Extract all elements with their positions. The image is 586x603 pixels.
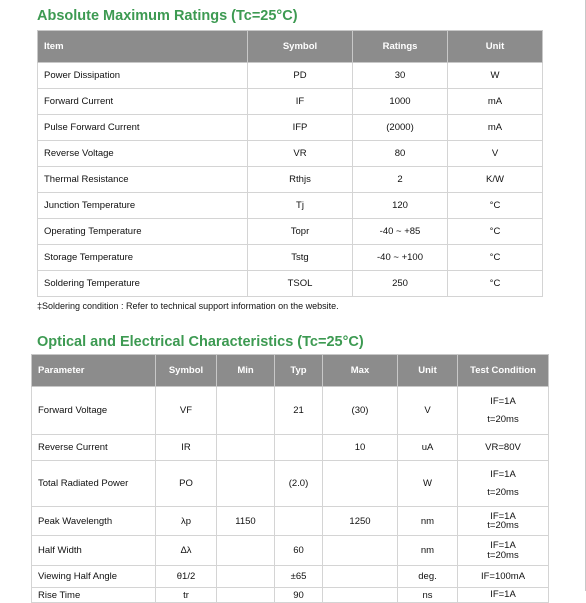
- cell-param: Half Width: [32, 536, 156, 566]
- cell-item: Operating Temperature: [38, 219, 248, 245]
- condition-line: t=20ms: [487, 413, 519, 425]
- cell-rating: 250: [353, 271, 448, 297]
- cell-param: Peak Wavelength: [32, 507, 156, 536]
- cell-rating: 120: [353, 193, 448, 219]
- cell-symbol: Tstg: [248, 245, 353, 271]
- cell-symbol: IF: [248, 89, 353, 115]
- cell-test-condition: [458, 507, 549, 536]
- cell-max: [323, 461, 398, 507]
- cell-min: [217, 566, 275, 588]
- cell-param: Total Radiated Power: [32, 461, 156, 507]
- optical-table: [31, 354, 549, 603]
- cell-typ: 21: [275, 387, 323, 435]
- header-item: Item: [38, 31, 248, 63]
- cell-test-condition: [458, 461, 549, 507]
- cell-unit: V: [398, 387, 458, 435]
- cell-min: [217, 387, 275, 435]
- header-parameter: Parameter: [32, 355, 156, 387]
- cell-symbol: Tj: [248, 193, 353, 219]
- cell-symbol: tr: [156, 588, 217, 603]
- cell-unit: °C: [448, 245, 543, 271]
- cell-unit: ns: [398, 588, 458, 603]
- cell-max: 1250: [323, 507, 398, 536]
- cell-max: [323, 536, 398, 566]
- cell-unit: deg.: [398, 566, 458, 588]
- cell-symbol: θ1/2: [156, 566, 217, 588]
- table-row: [38, 115, 543, 141]
- cell-item: Junction Temperature: [38, 193, 248, 219]
- cell-typ: [275, 507, 323, 536]
- absolute-max-title: Absolute Maximum Ratings (Tc=25°C): [37, 8, 298, 24]
- cell-symbol: VF: [156, 387, 217, 435]
- header-symbol: Symbol: [156, 355, 217, 387]
- cell-unit: mA: [448, 115, 543, 141]
- table-row: [32, 566, 549, 588]
- condition-line: IF=1A: [490, 469, 516, 480]
- cell-symbol: Topr: [248, 219, 353, 245]
- condition-line: IF=1A: [490, 589, 516, 601]
- cell-unit: uA: [398, 435, 458, 461]
- cell-test-condition: [458, 566, 549, 588]
- cell-test-condition: [458, 387, 549, 435]
- cell-symbol: λp: [156, 507, 217, 536]
- cell-item: Soldering Temperature: [38, 271, 248, 297]
- cell-min: [217, 588, 275, 603]
- table-row: [32, 588, 549, 603]
- cell-item: Storage Temperature: [38, 245, 248, 271]
- table-row: [38, 141, 543, 167]
- condition-line: t=20ms: [487, 549, 519, 561]
- header-ratings: Ratings: [353, 31, 448, 63]
- header-unit: Unit: [448, 31, 543, 63]
- absolute-max-table: [37, 30, 543, 297]
- table-row: [32, 387, 549, 435]
- cell-test-condition: [458, 536, 549, 566]
- table-row: [32, 536, 549, 566]
- cell-unit: nm: [398, 507, 458, 536]
- table-header-row: [38, 31, 543, 63]
- condition-line: t=20ms: [487, 486, 519, 498]
- cell-typ: (2.0): [275, 461, 323, 507]
- condition-line: t=20ms: [487, 520, 519, 531]
- cell-param: Forward Voltage: [32, 387, 156, 435]
- cell-max: (30): [323, 387, 398, 435]
- cell-rating: 30: [353, 63, 448, 89]
- condition-line: VR=80V: [485, 441, 521, 453]
- optical-title: Optical and Electrical Characteristics (Tc=25°C): [37, 334, 364, 350]
- condition-line: IF=1A: [490, 510, 516, 522]
- cell-symbol: TSOL: [248, 271, 353, 297]
- table-row: [38, 63, 543, 89]
- cell-typ: 60: [275, 536, 323, 566]
- condition-line: IF=1A: [490, 540, 516, 551]
- cell-item: Reverse Voltage: [38, 141, 248, 167]
- cell-max: [323, 566, 398, 588]
- cell-symbol: Δλ: [156, 536, 217, 566]
- table-row: [38, 245, 543, 271]
- cell-test-condition: [458, 435, 549, 461]
- cell-unit: V: [448, 141, 543, 167]
- cell-min: 1150: [217, 507, 275, 536]
- cell-symbol: PD: [248, 63, 353, 89]
- header-symbol: Symbol: [248, 31, 353, 63]
- cell-item: Power Dissipation: [38, 63, 248, 89]
- table-row: [38, 167, 543, 193]
- cell-unit: °C: [448, 271, 543, 297]
- condition-line: IF=1A: [490, 396, 516, 407]
- cell-typ: 90: [275, 588, 323, 603]
- cell-rating: -40 ~ +100: [353, 245, 448, 271]
- cell-min: [217, 435, 275, 461]
- cell-min: [217, 536, 275, 566]
- cell-item: Forward Current: [38, 89, 248, 115]
- table-header-row: [32, 355, 549, 387]
- cell-min: [217, 461, 275, 507]
- cell-unit: K/W: [448, 167, 543, 193]
- cell-unit: mA: [448, 89, 543, 115]
- cell-unit: °C: [448, 219, 543, 245]
- cell-item: Pulse Forward Current: [38, 115, 248, 141]
- cell-symbol: IFP: [248, 115, 353, 141]
- table-row: [32, 461, 549, 507]
- table-row: [38, 219, 543, 245]
- cell-typ: ±65: [275, 566, 323, 588]
- cell-max: 10: [323, 435, 398, 461]
- cell-max: [323, 588, 398, 603]
- header-test-condition: Test Condition: [458, 355, 549, 387]
- cell-rating: (2000): [353, 115, 448, 141]
- table-row: [38, 193, 543, 219]
- table-row: [32, 507, 549, 536]
- cell-rating: 2: [353, 167, 448, 193]
- cell-param: Reverse Current: [32, 435, 156, 461]
- cell-symbol: IR: [156, 435, 217, 461]
- header-typ: Typ: [275, 355, 323, 387]
- cell-unit: nm: [398, 536, 458, 566]
- table-row: [32, 435, 549, 461]
- header-min: Min: [217, 355, 275, 387]
- cell-param: Rise Time: [32, 588, 156, 603]
- cell-symbol: PO: [156, 461, 217, 507]
- cell-rating: -40 ~ +85: [353, 219, 448, 245]
- header-max: Max: [323, 355, 398, 387]
- soldering-note: ‡Soldering condition : Refer to technical support information on the website.: [37, 301, 339, 311]
- table-row: [38, 89, 543, 115]
- condition-line: IF=100mA: [480, 570, 526, 582]
- cell-unit: W: [398, 461, 458, 507]
- cell-unit: °C: [448, 193, 543, 219]
- cell-unit: W: [448, 63, 543, 89]
- cell-rating: 80: [353, 141, 448, 167]
- cell-item: Thermal Resistance: [38, 167, 248, 193]
- cell-typ: [275, 435, 323, 461]
- header-unit: Unit: [398, 355, 458, 387]
- cell-symbol: VR: [248, 141, 353, 167]
- cell-rating: 1000: [353, 89, 448, 115]
- cell-symbol: Rthjs: [248, 167, 353, 193]
- table-row: [38, 271, 543, 297]
- cell-param: Viewing Half Angle: [32, 566, 156, 588]
- cell-test-condition: [458, 588, 549, 603]
